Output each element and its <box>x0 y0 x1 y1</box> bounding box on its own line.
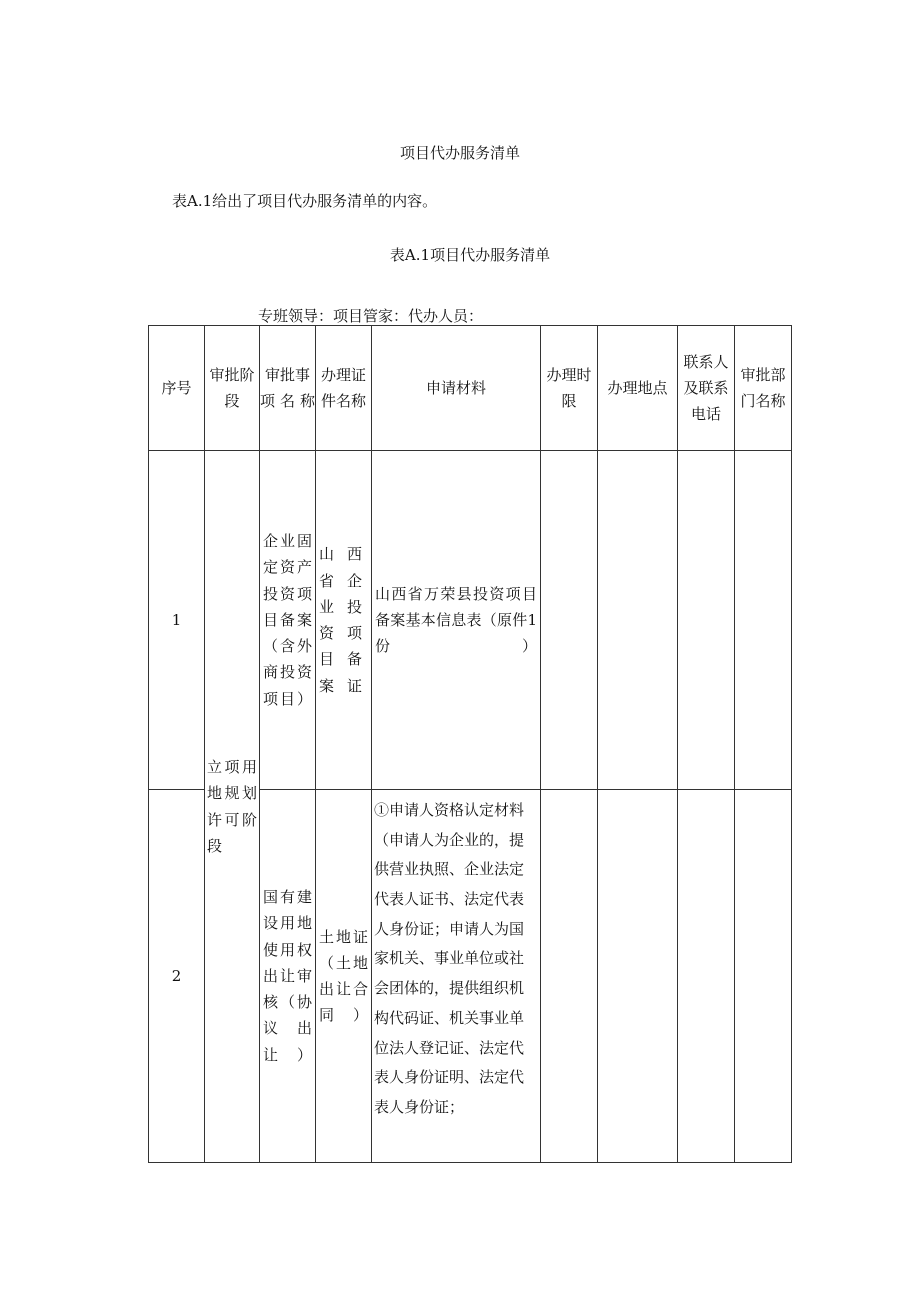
stage-text: 立项用地规划许可阶段 <box>207 758 257 855</box>
item-name-text: 企业固定资产投资项目备案（含外商投资项目） <box>263 532 312 708</box>
row-cert-name <box>316 790 372 1163</box>
row-materials <box>372 790 541 1163</box>
row-location <box>598 790 678 1163</box>
header-dept: 审批部门名称 <box>735 326 792 451</box>
row-dept <box>735 790 792 1163</box>
stage-cell <box>205 451 260 1163</box>
row-contact <box>678 790 735 1163</box>
materials-text: 山西省万荣县投资项目备案基本信息表（原件1份） <box>375 584 537 656</box>
row-cert-name <box>316 451 372 790</box>
table-row <box>149 451 792 790</box>
header-seq: 序号 <box>149 326 205 451</box>
header-location: 办理地点 <box>598 326 678 451</box>
materials-text: ①申请人资格认定材料（申请人为企业的，提供营业执照、企业法定代表人证书、法定代表人身份证；申请人为国家机关、事业单位或社会团体的，提供组织机构代码证、机关事业单位法人登记证、法定代表人身份证明、法定代表人身份证； <box>374 801 525 1116</box>
intro-paragraph: 表A.1给出了项目代办服务清单的内容。 <box>172 192 438 210</box>
item-name-text: 国有建设用地使用权出让审核（协议出让） <box>263 888 312 1064</box>
header-contact: 联系人及联系电话 <box>678 326 735 451</box>
header-row <box>149 326 792 451</box>
cert-name-text: 山西省企业投资项目备案证 <box>319 545 368 695</box>
header-stage: 审批阶段 <box>205 326 260 451</box>
row-location <box>598 451 678 790</box>
staff-line: 专班领导：项目管家：代办人员： <box>258 307 484 325</box>
row-time-limit <box>541 451 598 790</box>
header-materials: 申请材料 <box>372 326 541 451</box>
row-seq: 2 <box>149 790 205 1163</box>
service-table <box>148 325 792 1163</box>
row-materials <box>372 451 541 790</box>
header-item-name: 审批事项名称 <box>260 326 316 451</box>
row-time-limit <box>541 790 598 1163</box>
document-title: 项目代办服务清单 <box>399 144 520 162</box>
header-time-limit: 办理时限 <box>541 326 598 451</box>
row-seq: 1 <box>149 451 205 790</box>
cert-name-text: 土地证（土地出让合同） <box>319 927 368 1025</box>
table-caption: 表A.1项目代办服务清单 <box>389 246 551 264</box>
row-dept <box>735 451 792 790</box>
header-cert-name: 办理证件名称 <box>316 326 372 451</box>
row-contact <box>678 451 735 790</box>
row-item-name <box>260 451 316 790</box>
row-item-name <box>260 790 316 1163</box>
